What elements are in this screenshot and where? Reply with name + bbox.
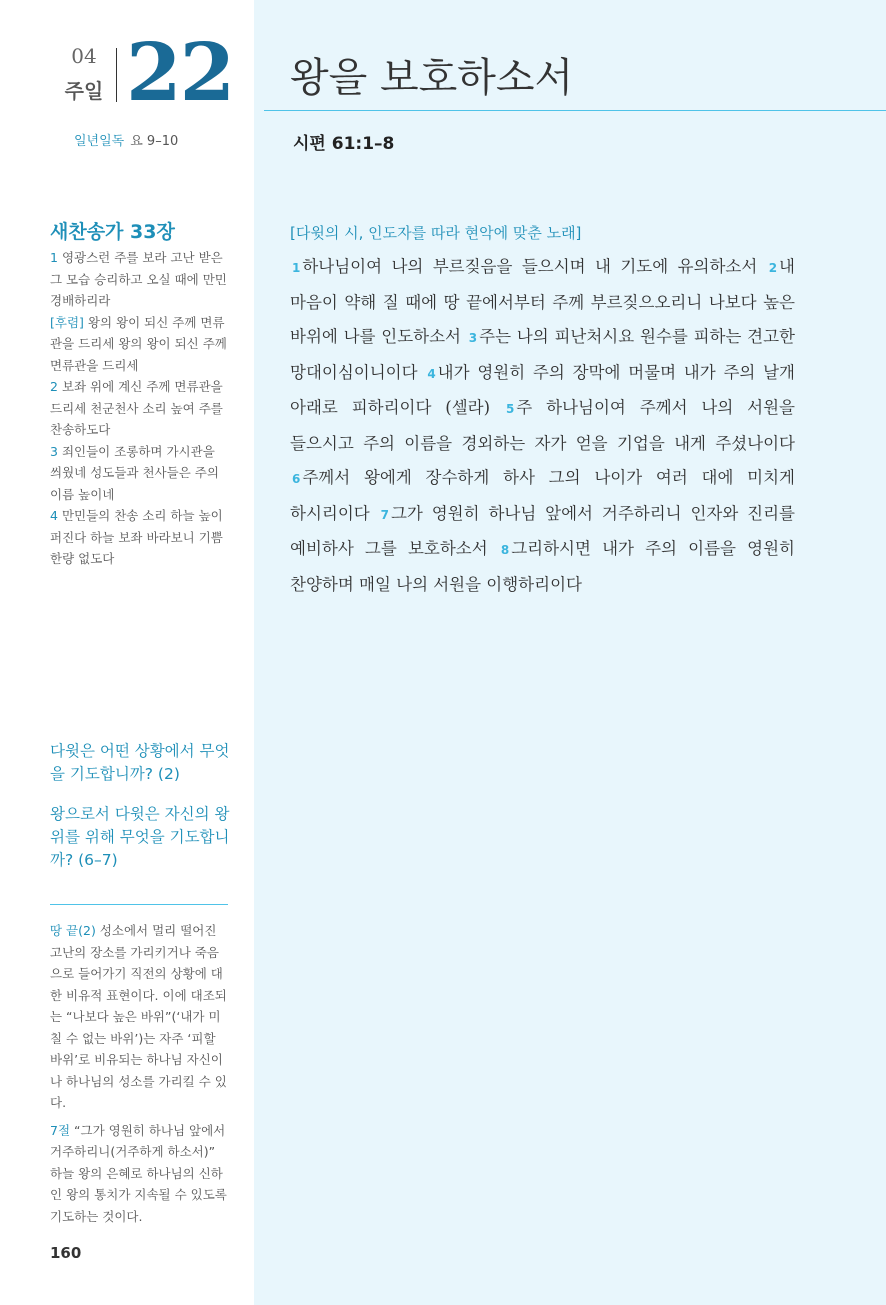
note-text: 성소에서 멀리 떨어진 고난의 장소를 가리키거나 죽음으로 들어가기 직전의 상황에 대한 비유적 표현이다. 이에 대조되는 “나보다 높은 바위”(‘내가 미칠 수 없는 바위’)는 자주 ‘피할 바위’로 비유되는 하나님 자신이나 하나님의 성소를 가리킬 수 있다. bbox=[50, 923, 227, 1110]
verse-text: 주는 나의 피난처시요 원수를 피하는 견고한 망대이심이니이다 bbox=[290, 327, 795, 382]
verse-number: 2 bbox=[768, 261, 778, 275]
question: 다윗은 어떤 상황에서 무엇을 기도합니까? (2) bbox=[50, 742, 230, 783]
note bbox=[50, 1120, 230, 1228]
psalm-superscription: [다윗의 시, 인도자를 따라 현악에 맞춘 노래] bbox=[290, 224, 582, 242]
verse-number: 8 bbox=[500, 543, 510, 557]
verse-number: 4 bbox=[427, 366, 436, 381]
verse-text: 내가 영원히 주의 장막에 머물며 내가 주의 날개 아래로 피하리이다 (셀라) bbox=[290, 362, 796, 417]
note bbox=[50, 920, 230, 1114]
stanza-text: 만민들의 찬송 소리 하늘 높이 퍼진다 하늘 보좌 바라보니 기쁨 한량 없도다 bbox=[50, 508, 223, 566]
hymn-stanza bbox=[50, 247, 230, 312]
stanza-number: 2 bbox=[50, 379, 58, 394]
note-term: 땅 끝(2) bbox=[50, 923, 96, 938]
verse-text: 그리하시면 내가 주의 이름을 영원히 찬양하며 매일 나의 서원을 이행하리이다 bbox=[290, 539, 795, 594]
verse-number: 1 bbox=[292, 261, 301, 275]
verse-text: 주 하나님이여 주께서 나의 서원을 들으시고 주의 이름을 경외하는 자가 얻을 기업을 내게 주셨나이다 bbox=[290, 398, 795, 453]
verse-text: 하나님이여 나의 부르짖음을 들으시며 내 기도에 유의하소서 bbox=[302, 257, 758, 276]
day-number: 22 bbox=[126, 25, 234, 119]
scripture-text bbox=[290, 250, 795, 602]
hymn-title: 새찬송가 33장 bbox=[50, 221, 175, 243]
hymn-lyrics bbox=[50, 247, 230, 570]
hymn-stanza bbox=[50, 376, 230, 441]
reading-ref: 요 9–10 bbox=[130, 134, 179, 149]
stanza-text: 왕의 왕이 되신 주께 면류관을 드리세 왕의 왕이 되신 주께 면류관을 드리세 bbox=[50, 314, 227, 373]
month-number: 04 bbox=[71, 44, 97, 68]
note-text: “그가 영원히 하나님 앞에서 거주하리니(거주하게 하소서)” 하늘 왕의 은혜로 하나님의 신하인 왕의 통치가 지속될 수 있도록 기도하는 것이다. bbox=[50, 1122, 227, 1224]
notes-divider bbox=[50, 904, 228, 905]
scripture-panel-background bbox=[254, 0, 886, 1305]
study-notes bbox=[50, 920, 230, 1233]
passage-reference: 시편 61:1–8 bbox=[293, 134, 395, 154]
note-term: 7절 bbox=[50, 1122, 71, 1138]
annual-reading bbox=[74, 130, 178, 149]
hymn-stanza bbox=[50, 441, 230, 506]
verse-text: 내 마음이 약해 질 때에 땅 끝에서부터 주께 부르짖으오리니 나보다 높은 바위에 나를 인도하소서 bbox=[290, 257, 795, 346]
stanza-text: 죄인들이 조롱하며 가시관을 씌웠네 성도들과 천사들은 주의 이름 높이네 bbox=[50, 443, 219, 502]
date-divider bbox=[116, 48, 117, 102]
title-rule bbox=[264, 110, 886, 111]
hymn-refrain bbox=[50, 312, 230, 377]
verse-number: 5 bbox=[505, 402, 515, 416]
reading-label: 일년일독 bbox=[74, 134, 125, 149]
stanza-text: 보좌 위에 계신 주께 면류관을 드리세 천군천사 소리 높여 주를 찬송하도다 bbox=[50, 379, 223, 437]
question: 왕으로서 다윗은 자신의 왕위를 위해 무엇을 기도합니까? (6–7) bbox=[50, 805, 230, 869]
reflection-questions bbox=[50, 740, 230, 889]
verse-number: 7 bbox=[380, 507, 389, 522]
weekday-label: 주일 bbox=[64, 79, 104, 103]
hymn-stanza bbox=[50, 505, 230, 570]
stanza-number: 4 bbox=[50, 508, 58, 523]
verse-text: 주께서 왕에게 장수하게 하사 그의 나이가 여러 대에 미치게 하시리이다 bbox=[290, 468, 795, 523]
stanza-number: 3 bbox=[50, 443, 58, 459]
verse-number: 3 bbox=[468, 331, 478, 345]
refrain-tag: [후렴] bbox=[50, 314, 84, 330]
stanza-number: 1 bbox=[50, 250, 58, 265]
stanza-text: 영광스런 주를 보라 고난 받은 그 모습 승리하고 오실 때에 만민 경배하리라 bbox=[50, 250, 227, 308]
page-number: 160 bbox=[50, 1244, 82, 1262]
page-title: 왕을 보호하소서 bbox=[290, 55, 574, 101]
verse-text: 그가 영원히 하나님 앞에서 거주하리니 인자와 진리를 예비하사 그를 보호하소서 bbox=[290, 503, 795, 558]
verse-number: 6 bbox=[292, 472, 301, 486]
